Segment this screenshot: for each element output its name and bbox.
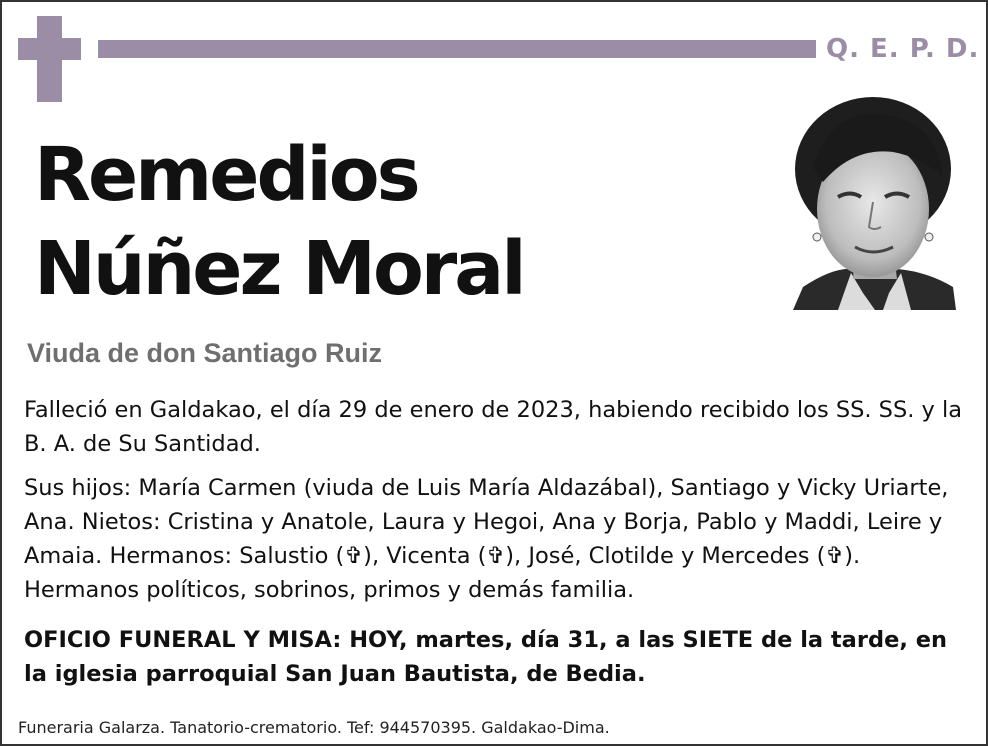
portrait-photo — [793, 97, 956, 310]
relation-subtitle: Viuda de don Santiago Ruiz — [27, 338, 383, 368]
deceased-first-name: Remedios — [34, 132, 418, 218]
qepd-label: Q. E. P. D. — [826, 34, 980, 64]
death-notice-text: Falleció en Galdakao, el día 29 de enero de 2023, habiendo recibido los SS. SS. y la B. A. de Su Santidad. — [24, 397, 963, 457]
header-rule — [98, 40, 816, 58]
funeral-home-footer: Funeraria Galarza. Tanatorio-crematorio. Tef: 944570395. Galdakao-Dima. — [18, 718, 610, 737]
cross-horizontal-bar — [18, 38, 81, 60]
funeral-text: OFICIO FUNERAL Y MISA: HOY, martes, día 31, a las SIETE de la tarde, en la iglesia parroquial San Juan Bautista, de Bedia. — [24, 627, 947, 687]
deceased-surnames: Núñez Moral — [34, 226, 524, 312]
family-text: Sus hijos: María Carmen (viuda de Luis María Aldazábal), Santiago y Vicky Uriarte, Ana. Nietos: Cristina y Anatole, Laura y Hegoi, Ana y Borja, Pablo y Maddi, Leire y Amaia. Hermanos: Salustio (✞), Vicenta (✞), José, Clotilde y Mercedes (✞). Hermanos políticos, sobrinos, primos y demás familia. — [24, 475, 949, 603]
